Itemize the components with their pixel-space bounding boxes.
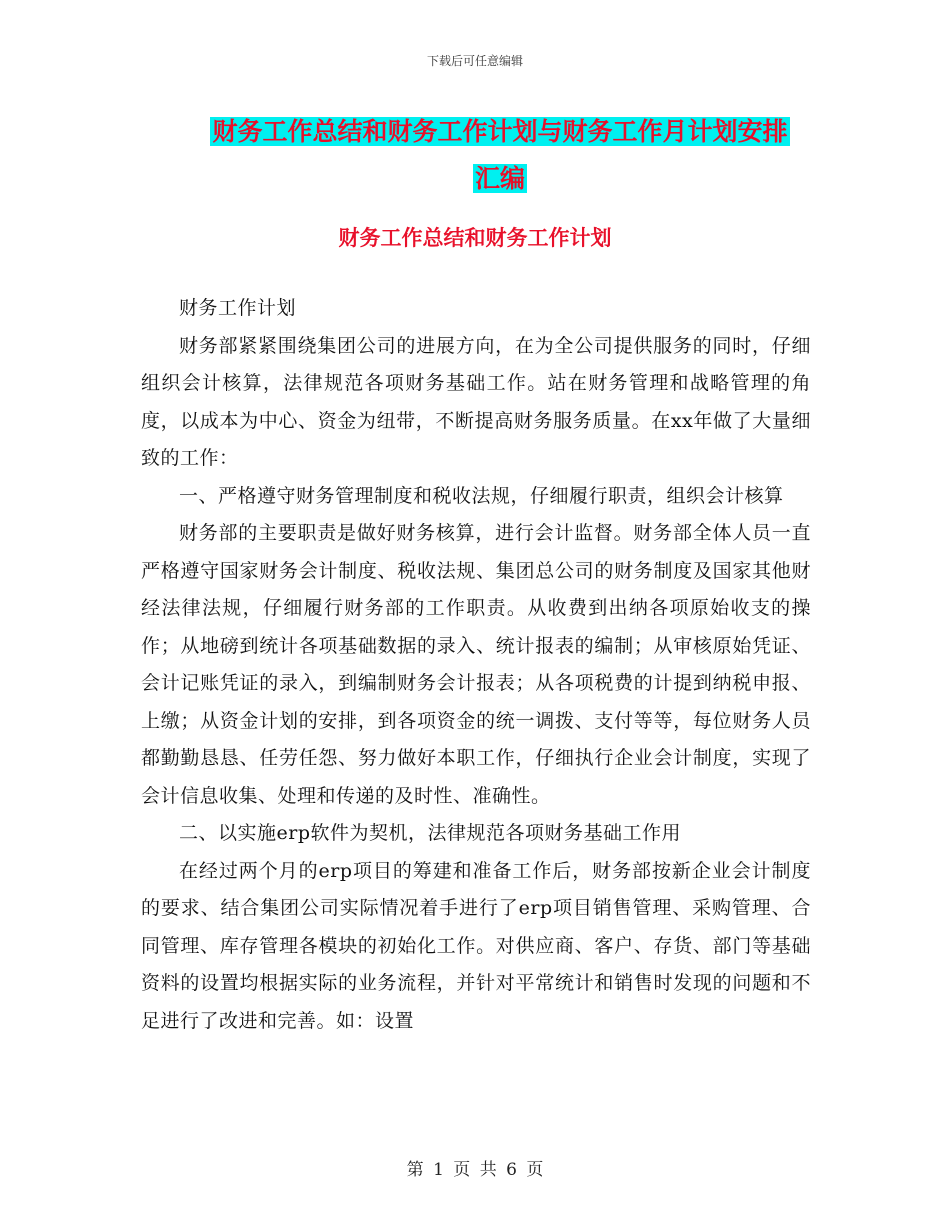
paragraph: 在经过两个月的erp项目的筹建和准备工作后，财务部按新企业会计制度的要求、结合集团公司实际情况着手进行了erp项目销售管理、采购管理、合同管理、库存管理各模块的初始化工作。对供应商、客户、存货、部门等基础资料的设置均根据实际的业务流程，并针对平常统计和销售时发现的问题和不足进行了改进和完善。如：设置 [141, 859, 811, 1032]
document-title [150, 108, 850, 202]
paragraph: 一、严格遵守财务管理制度和税收法规，仔细履行职责，组织会计核算 [179, 484, 784, 507]
section-title: 财务工作总结和财务工作计划 [338, 226, 612, 250]
paragraph: 财务部紧紧围绕集团公司的进展方向，在为全公司提供服务的同时，仔细组织会计核算，法律规范各项财务基础工作。站在财务管理和战略管理的角度，以成本为中心、资金为纽带，不断提高财务服务质量。在xx年做了大量细致的工作： [141, 334, 811, 469]
paragraph: 二、以实施erp软件为契机，法律规范各项财务基础工作用 [179, 822, 681, 844]
document-title-line-2: 汇编 [474, 164, 525, 193]
paragraph: 财务工作计划 [179, 297, 297, 319]
page-header-note: 下载后可任意编辑 [426, 54, 523, 68]
page-number-footer: 第 1 页 共 6 页 [406, 1160, 544, 1180]
document-body [141, 290, 811, 1040]
paragraph: 财务部的主要职责是做好财务核算，进行会计监督。财务部全体人员一直严格遵守国家财务会计制度、税收法规、集团总公司的财务制度及国家其他财经法律法规，仔细履行财务部的工作职责。从收费到出纳各项原始收支的操作；从地磅到统计各项基础数据的录入、统计报表的编制；从审核原始凭证、会计记账凭证的录入，到编制财务会计报表；从各项税费的计提到纳税申报、上缴；从资金计划的安排，到各项资金的统一调拨、支付等等，每位财务人员都勤勤恳恳、任劳任怨、努力做好本职工作，仔细执行企业会计制度，实现了会计信息收集、处理和传递的及时性、准确性。 [141, 522, 811, 807]
document-title-line-1: 财务工作总结和财务工作计划与财务工作月计划安排 [212, 117, 788, 146]
